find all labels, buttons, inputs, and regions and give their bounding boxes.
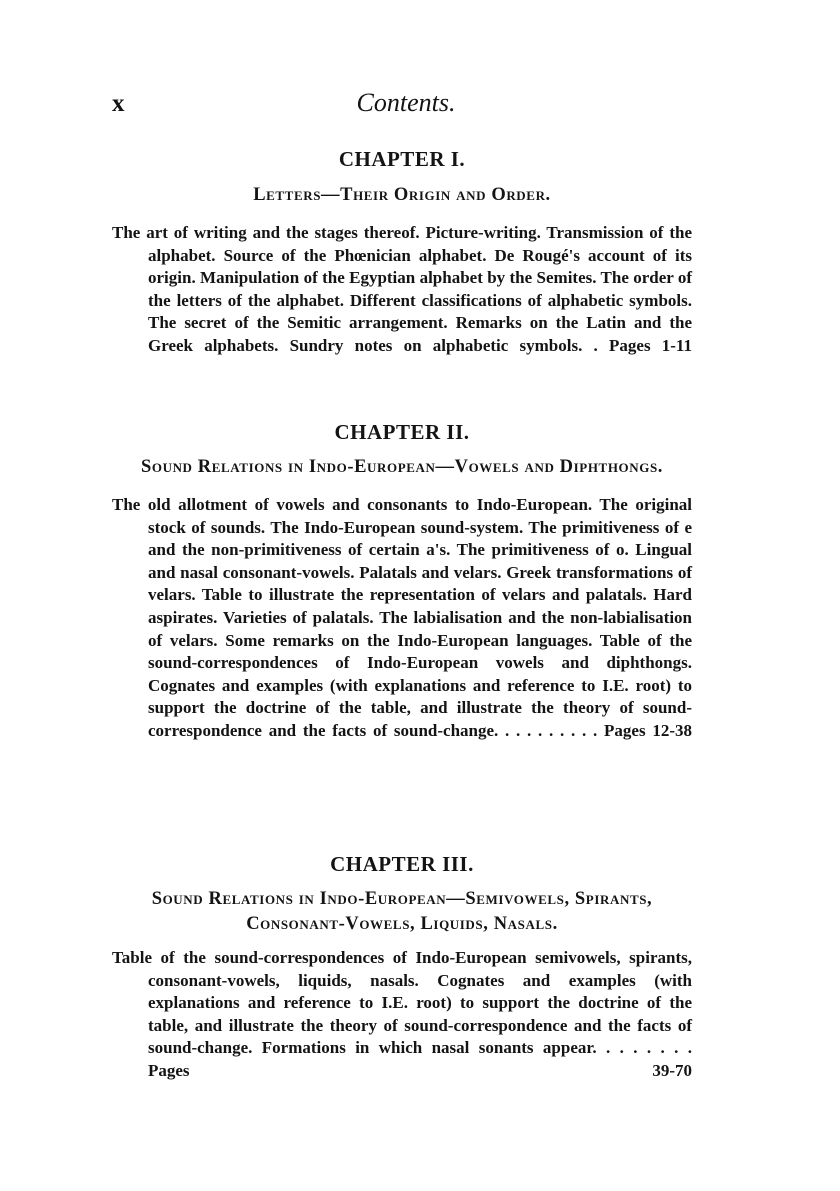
chapter-1-entry [112,146,692,358]
page-range: Pages 39-70 [148,1060,692,1080]
summary-text: Table of the sound-correspondences of Indo-European semivowels, spirants, consonant-vowels, liquids, nasals. Cognates and examples (with explanations and reference to I.E. root) to support the doctrine of the table, and illustrate the theory of sound-correspondence and the facts of sound-change. Formations in which nasal sonants appear. . . . . . . . [112,948,692,1058]
chapter-summary [112,947,692,1083]
chapter-subtitle: Letters—Their Origin and Order. [253,185,551,205]
summary-text: The art of writing and the stages thereof. Picture-writing. Transmission of the alphabet. Source of the Phœnician alphabet. De Rougé's account of its origin. Manipulation of the Egyptian alphabet by the Semites. The order of the letters of the alphabet. Different classifications of alphabetic symbols. The secret of the Semitic arrangement. Remarks on the Latin and the Greek alphabets. Sundry notes on alphabetic symbols. . [112,223,692,355]
chapter-title: CHAPTER I. [338,147,466,171]
page-header [0,88,840,128]
page-range: Pages 1-11 [609,335,692,355]
page-range: Pages 12-38 [604,720,692,740]
chapter-3-entry [112,851,692,1083]
summary-text: The old allotment of vowels and consonants to Indo-European. The original stock of sounds. The Indo-European sound-system. The primitiveness of e and the non-primitiveness of certain a's. The primitiveness of o. Lingual and nasal consonant-vowels. Palatals and velars. Greek transformations of velars. Table to illustrate the representation of velars and palatals. Hard aspirates. Varieties of palatals. The labialisation and the non-labialisation of velars. Some remarks on the Indo-European languages. Table of the sound-correspondences of Indo-European vowels and diphthongs. Cognates and examples (with explanations and reference to I.E. root) to support the doctrine of the table, and illustrate the theory of sound-correspondence and the facts of sound-change. . . . . . . . . . [112,495,692,740]
chapter-subtitle: Sound Relations in Indo-European—Vowels and Diphthongs. [140,457,664,477]
running-title: Contents. [356,88,456,117]
chapter-2-entry [112,419,692,743]
chapter-subtitle: Sound Relations in Indo-European—Semivowels, Spirants, Consonant-Vowels, Liquids, Nasals. [151,889,653,934]
chapter-summary [112,222,692,358]
page-number: x [112,90,125,117]
chapter-title: CHAPTER III. [330,852,474,876]
chapter-title: CHAPTER II. [334,420,470,444]
chapter-summary [112,494,692,743]
